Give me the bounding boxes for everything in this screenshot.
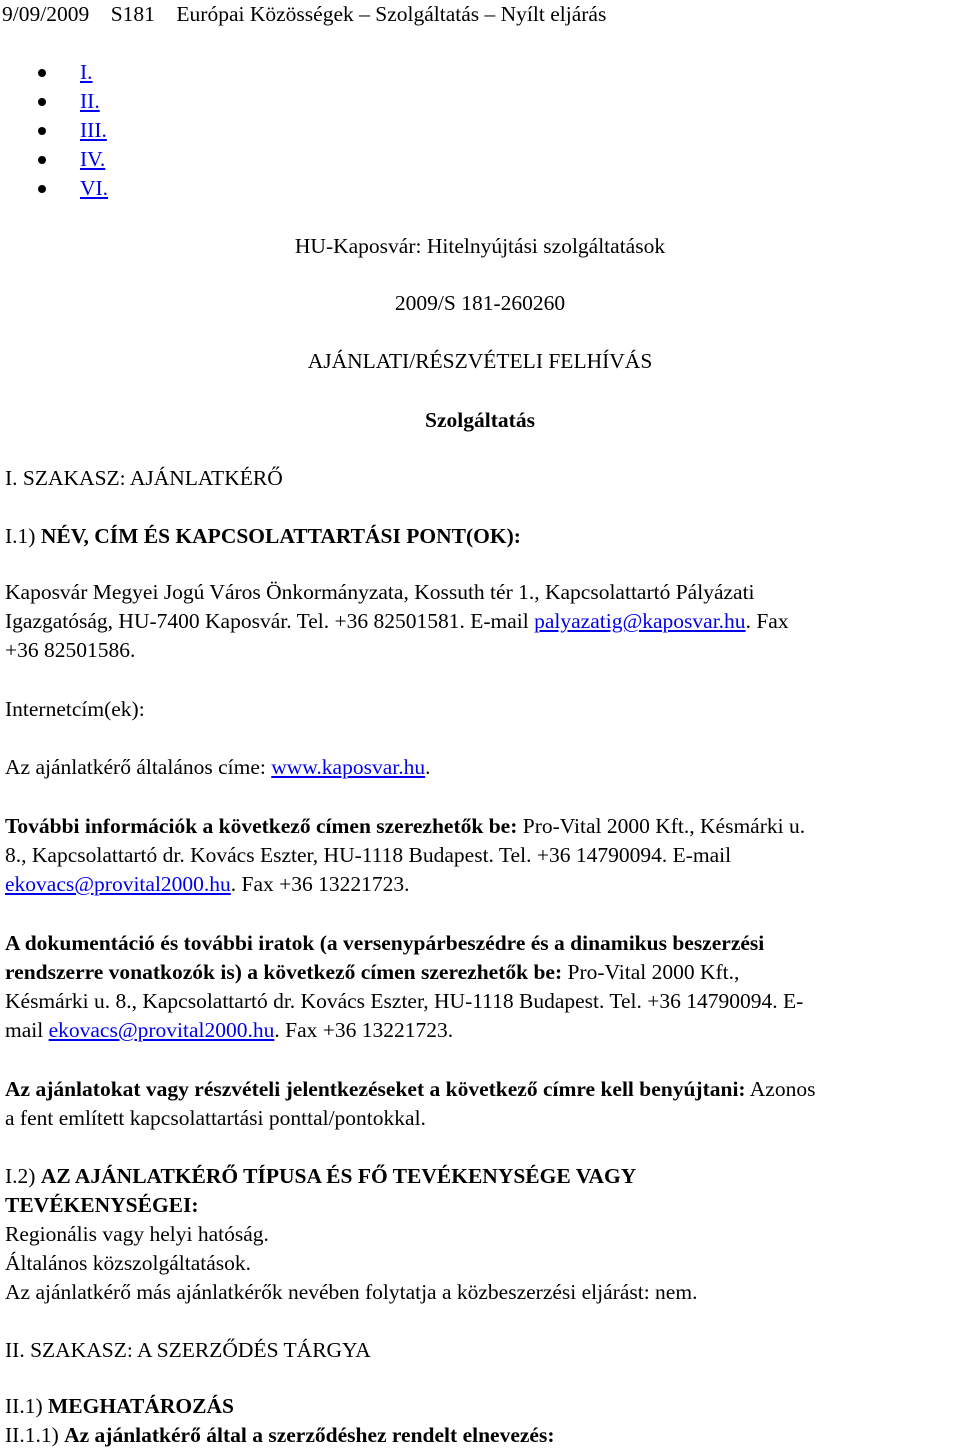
bullet-icon — [38, 69, 46, 77]
bullet-icon — [38, 185, 46, 193]
documents-paragraph — [5, 929, 955, 1045]
further-info-fax: . Fax +36 13221723. — [230, 872, 410, 896]
toc-link-1[interactable]: I. — [80, 60, 93, 84]
subsection-number: I.1) — [5, 524, 36, 548]
documents-text: Késmárki u. 8., Kapcsolattartó dr. Kovács Eszter, HU-1118 Budapest. Tel. +36 14790094. E- — [5, 989, 804, 1013]
subsection-title: AZ AJÁNLATKÉRŐ TÍPUSA ÉS FŐ TEVÉKENYSÉGE VAGY — [40, 1164, 637, 1188]
contact-fax: +36 82501586. — [5, 638, 136, 662]
general-address-link[interactable]: www.kaposvar.hu — [271, 755, 426, 779]
notice-category: Szolgáltatás — [425, 408, 535, 432]
subsection-number: II.1) — [5, 1394, 43, 1418]
toc-link-4[interactable]: IV. — [80, 147, 106, 171]
main-activity: Általános közszolgáltatások. — [5, 1251, 251, 1275]
contact-line: Igazgatóság, HU-7400 Kaposvár. Tel. +36 82501581. E-mail — [5, 609, 535, 633]
further-info-text: 8., Kapcsolattartó dr. Kovács Eszter, HU-1118 Budapest. Tel. +36 14790094. E-mail — [5, 843, 732, 867]
subsection-1-2 — [5, 1162, 955, 1307]
bullet-icon — [38, 98, 46, 106]
documents-label: A dokumentáció és további iratok (a versenypárbeszédre és a dinamikus beszerzési — [5, 931, 765, 955]
general-address-line — [5, 757, 430, 779]
subsection-2-1-heading — [5, 1396, 234, 1418]
subsection-title: Az ajánlatkérő által a szerződéshez rendelt elnevezés: — [64, 1423, 555, 1447]
further-info-paragraph — [5, 812, 955, 899]
toc-link-3[interactable]: III. — [80, 118, 107, 142]
document-header — [2, 4, 606, 26]
contact-fax-label: . Fax — [745, 609, 789, 633]
general-address-label: Az ajánlatkérő általános címe: — [5, 755, 272, 779]
bullet-icon — [38, 156, 46, 164]
header-date: 9/09/2009 — [2, 2, 90, 26]
submission-text: a fent említett kapcsolattartási ponttal/pontokkal. — [5, 1106, 426, 1130]
subsection-title: TEVÉKENYSÉGEI: — [5, 1193, 199, 1217]
notice-type: AJÁNLATI/RÉSZVÉTELI FELHÍVÁS — [307, 349, 653, 373]
further-info-label: További információk a következő címen szerezhetők be: — [5, 814, 518, 838]
contact-paragraph — [5, 578, 955, 665]
subsection-1-1-heading — [5, 526, 521, 548]
toc-link-2[interactable]: II. — [80, 89, 100, 113]
subsection-number: I.2) — [5, 1164, 36, 1188]
on-behalf-statement: Az ajánlatkérő más ajánlatkérők nevében folytatja a közbeszerzési eljárást: nem. — [5, 1280, 698, 1304]
submission-paragraph — [5, 1075, 955, 1133]
header-title: Európai Közösségek – Szolgáltatás – Nyílt eljárás — [176, 2, 607, 26]
documents-text: Pro-Vital 2000 Kft., — [562, 960, 740, 984]
further-info-email-link[interactable]: ekovacs@provital2000.hu — [5, 872, 231, 896]
section-1-heading: I. SZAKASZ: AJÁNLATKÉRŐ — [5, 466, 283, 490]
bullet-icon — [38, 127, 46, 135]
contact-line: Kaposvár Megyei Jogú Város Önkormányzata, Kossuth tér 1., Kapcsolattartó Pályázati — [5, 580, 755, 604]
documents-label: rendszerre vonatkozók is) a következő címen szerezhetők be: — [5, 960, 563, 984]
authority-type: Regionális vagy helyi hatóság. — [5, 1222, 269, 1246]
submission-text: Azonos — [745, 1077, 816, 1101]
punctuation: . — [425, 755, 431, 779]
subsection-title: MEGHATÁROZÁS — [47, 1394, 234, 1418]
further-info-text: Pro-Vital 2000 Kft., Késmárki u. — [517, 814, 806, 838]
header-issue: S181 — [110, 2, 155, 26]
subsection-2-1-1-heading — [5, 1425, 554, 1447]
section-2-heading: II. SZAKASZ: A SZERZŐDÉS TÁRGYA — [5, 1338, 371, 1362]
subsection-number: II.1.1) — [5, 1423, 59, 1447]
place-subject: HU-Kaposvár: Hitelnyújtási szolgáltatások — [294, 234, 666, 258]
toc-link-6[interactable]: VI. — [80, 176, 109, 200]
internet-address-label: Internetcím(ek): — [5, 697, 145, 721]
submission-label: Az ajánlatokat vagy részvételi jelentkezéseket a következő címre kell benyújtani: — [5, 1077, 746, 1101]
documents-email-link[interactable]: ekovacs@provital2000.hu — [48, 1018, 275, 1042]
documents-text: mail — [5, 1018, 49, 1042]
contact-email-link[interactable]: palyazatig@kaposvar.hu — [534, 609, 746, 633]
subsection-title: NÉV, CÍM ÉS KAPCSOLATTARTÁSI PONT(OK): — [40, 524, 521, 548]
notice-reference: 2009/S 181-260260 — [394, 291, 566, 315]
documents-fax: . Fax +36 13221723. — [274, 1018, 454, 1042]
